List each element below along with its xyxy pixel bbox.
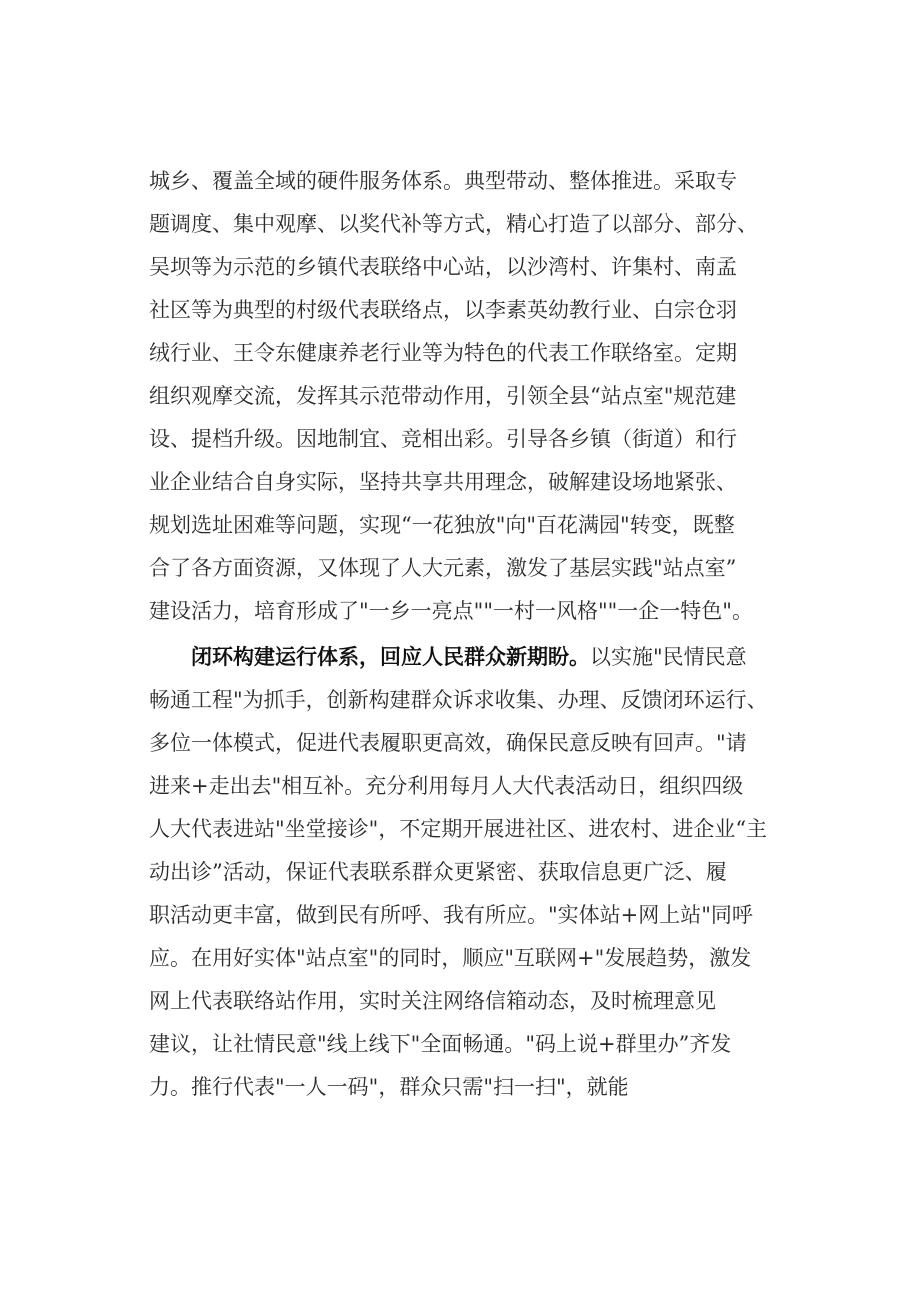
text-line: 动出诊”活动，保证代表联系群众更紧密、获取信息更广泛、履 (149, 860, 727, 884)
text-line: 城乡、覆盖全域的硬件服务体系。典型带动、整体推进。采取专 (149, 169, 737, 193)
text-line: 吴坝等为示范的乡镇代表联络中心站，以沙湾村、许集村、南孟 (149, 255, 737, 279)
text-line: 社区等为典型的村级代表联络点，以李素英幼教行业、白宗仓羽 (149, 298, 737, 322)
text-line: 应。在用好实体"站点室"的同时，顺应"互联网+"发展趋势，激发 (149, 946, 752, 970)
text-line: 建设活力，培育形成了"一乡一亮点""一村一风格""一企一特色"。 (149, 599, 753, 623)
text-line: 业企业结合自身实际，坚持共享共用理念，破解建设场地紧张、 (149, 470, 737, 494)
text-line: 力。推行代表"一人一码"，群众只需"扫一扫"，就能 (149, 1075, 629, 1099)
text-line: 网上代表联络站作用，实时关注网络信箱动态，及时梳理意见 (149, 989, 716, 1013)
text-line: 绒行业、王令东健康养老行业等为特色的代表工作联络室。定期 (149, 341, 737, 365)
text-line: 职活动更丰富，做到民有所呼、我有所应。"实体站+网上站"同呼 (149, 903, 753, 927)
text-line: 合了各方面资源，又体现了人大元素，激发了基层实践"站点室” (149, 556, 737, 580)
text-line: 多位一体模式，促进代表履职更高效，确保民意反映有回声。"请 (149, 731, 747, 755)
text-line: 进来+走出去"相互补。充分利用每月人大代表活动日，组织四级 (149, 774, 744, 798)
paragraph-heading: 闭环构建运行体系，回应人民群众新期盼。 (191, 644, 590, 669)
text-line: 设、提档升级。因地制宜、竞相出彩。引导各乡镇（街道）和行 (149, 427, 737, 451)
paragraph-first-line (191, 642, 747, 672)
text-line: 题调度、集中观摩、以奖代补等方式，精心打造了以部分、部分、 (149, 212, 758, 236)
text-line: 建议，让社情民意"线上线下"全面畅通。"码上说+群里办”齐发 (149, 1032, 732, 1056)
text-line: 畅通工程"为抓手，创新构建群众诉求收集、办理、反馈闭环运行、 (149, 688, 768, 712)
paragraph-lead-text: 以实施"民情民意 (590, 645, 747, 669)
text-line: 组织观摩交流，发挥其示范带动作用，引领全县“站点室"规范建 (149, 384, 737, 408)
text-line: 人大代表进站"坐堂接诊"，不定期开展进社区、进农村、进企业“主 (149, 817, 768, 841)
text-line: 规划选址困难等问题，实现“一花独放"向"百花满园"转变，既整 (149, 513, 735, 537)
